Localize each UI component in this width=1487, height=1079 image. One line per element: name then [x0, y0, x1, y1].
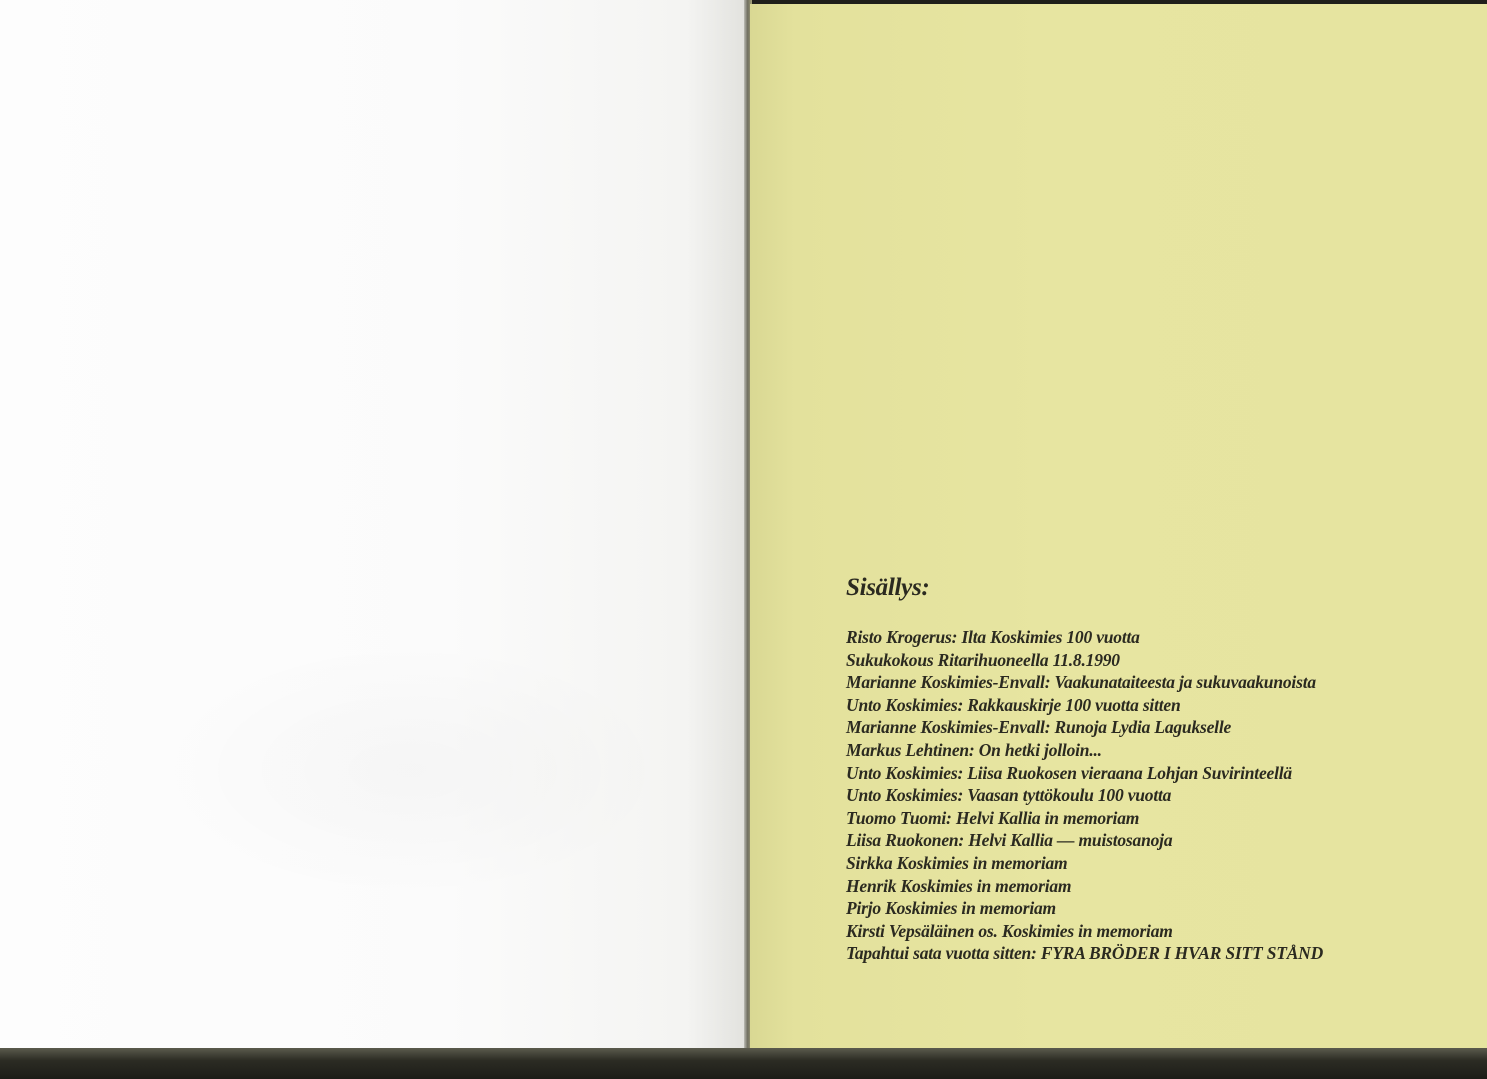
- toc-entry: Tapahtui sata vuotta sitten: FYRA BRÖDER I HVAR SITT STÅND: [846, 943, 1324, 964]
- toc-entry: Unto Koskimies: Vaasan tyttökoulu 100 vuotta: [846, 785, 1172, 806]
- table-of-contents: [846, 572, 1466, 965]
- toc-entry: Unto Koskimies: Liisa Ruokosen vieraana Lohjan Suvirinteellä: [846, 762, 1292, 783]
- toc-entry: Kirsti Vepsäläinen os. Koskimies in memoriam: [846, 920, 1173, 941]
- toc-entry: Liisa Ruokonen: Helvi Kallia — muistosanoja: [846, 830, 1173, 851]
- toc-entry: Sukukokous Ritarihuoneella 11.8.1990: [846, 649, 1120, 670]
- toc-entry: Markus Lehtinen: On hetki jolloin...: [846, 739, 1102, 760]
- toc-entry: Pirjo Koskimies in memoriam: [846, 898, 1056, 919]
- left-page-blank: [0, 0, 746, 1048]
- toc-entry: Unto Koskimies: Rakkauskirje 100 vuotta sitten: [846, 694, 1181, 715]
- toc-entry: Risto Krogerus: Ilta Koskimies 100 vuotta: [846, 627, 1140, 647]
- toc-entry: Tuomo Tuomi: Helvi Kallia in memoriam: [846, 807, 1140, 828]
- toc-entry: Sirkka Koskimies in memoriam: [846, 852, 1068, 873]
- scanner-bottom-edge: [0, 1048, 1487, 1079]
- toc-entry: Marianne Koskimies-Envall: Runoja Lydia Lagukselle: [846, 717, 1232, 738]
- toc-list: [846, 626, 1466, 965]
- toc-heading: Sisällys:: [846, 574, 930, 601]
- toc-entry: Marianne Koskimies-Envall: Vaakunataiteesta ja sukuvaakunoista: [846, 672, 1316, 693]
- toc-entry: Henrik Koskimies in memoriam: [846, 875, 1072, 896]
